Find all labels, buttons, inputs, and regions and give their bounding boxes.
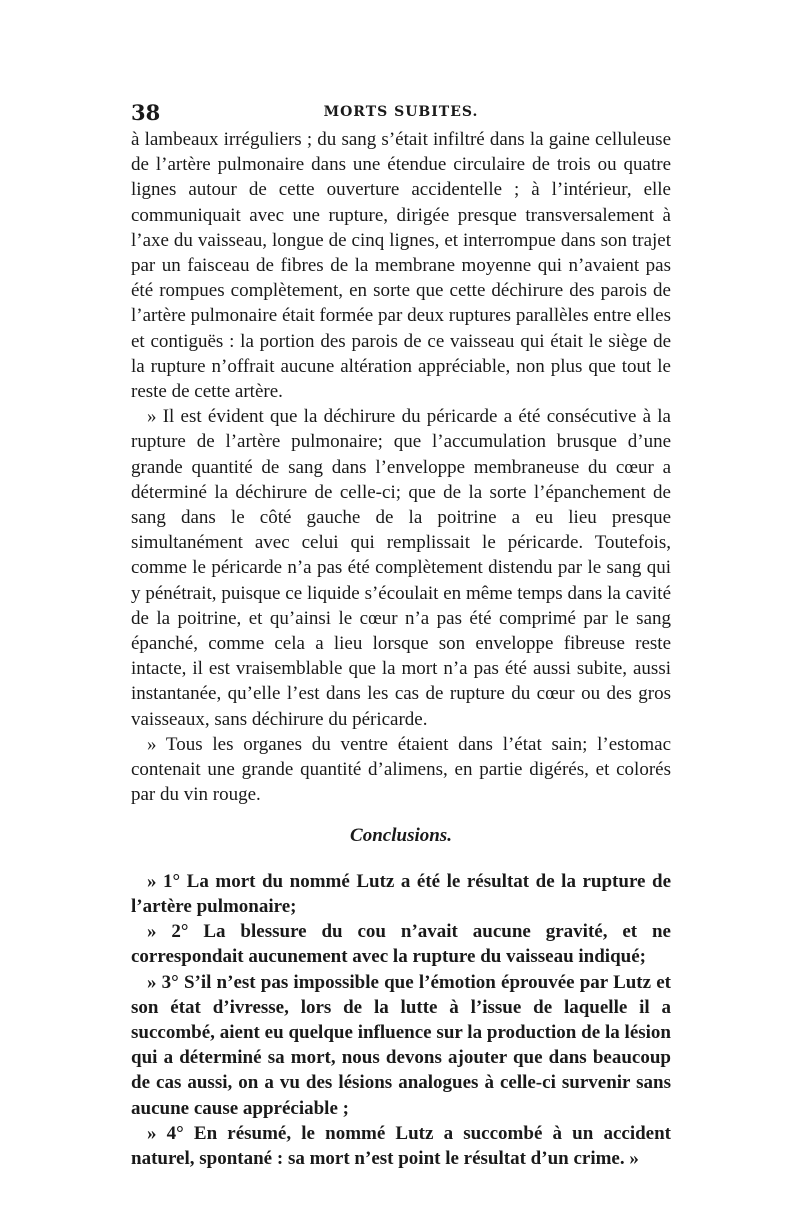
conclusions-list <box>131 869 671 1171</box>
page-number: 38 <box>131 100 161 125</box>
main-text <box>131 127 671 1171</box>
section-heading: Conclusions. <box>350 825 452 847</box>
paragraph: » Tous les organes du ventre étaient dans l’état sain; l’estomac contenait une grande quantité d’alimens, en partie digérés, et colorés par du vin rouge. <box>131 733 671 806</box>
conclusion-item: » 2° La blessure du cou n’avait aucune gravité, et ne correspondait aucunement avec la rupture du vaisseau indiqué; <box>131 921 671 968</box>
conclusion-item: » 3° S’il n’est pas impossible que l’émotion éprouvée par Lutz et son état d’ivresse, lors de la lutte à l’issue de laquelle il a succombé, aient eu quelque influence sur la production de la lésion qui a déterminé sa mort, nous devons ajouter que dans beaucoup de cas aussi, on a vu des lésions analogues à celle-ci survenir sans aucune cause appréciable ; <box>131 971 671 1119</box>
paragraph: à lambeaux irréguliers ; du sang s’était infiltré dans la gaine celluleuse de l’artère pulmonaire dans une étendue circulaire de trois ou quatre lignes autour de cette ouverture accidentelle ; à l’intérieur, elle communiquait avec une rupture, dirigée presque transversalement à l’axe du vaisseau, longue de cinq lignes, et interrompue dans son trajet par un faisceau de fibres de la membrane moyenne qui n’avaient pas été rompues complètement, en sorte que cette déchirure des parois de l’artère pulmonaire était formée par deux ruptures parallèles entre elles et contiguës : la portion des parois de ce vaisseau qui était le siège de la rupture n’offrait aucune altération appréciable, non plus que tout le reste de cette artère. <box>131 129 671 403</box>
running-title: MORTS SUBITES. <box>323 104 479 120</box>
paragraph: » Il est évident que la déchirure du péricarde a été consécutive à la rupture de l’artère pulmonaire; que l’accumulation brusque d’une grande quantité de sang dans l’enveloppe membraneuse du cœur a déterminé la déchirure de celle-ci; que de la sorte l’épanchement de sang dans le côté gauche de la poitrine a eu lieu presque simultanément avec celui qui remplissait le péricarde. Toutefois, comme le péricarde n’a pas été complètement distendu par le sang qui y pénétrait, puisque ce liquide s’écoulait en même temps dans la cavité de la poitrine, et qu’ainsi le cœur n’a pas été comprimé par le sang épanché, comme cela a lieu lorsque son enveloppe fibreuse reste intacte, il est vraisemblable que la mort n’a pas été aussi subite, aussi instantanée, qu’elle l’est dans les cas de rupture du cœur ou des gros vaisseaux, sans déchirure du péricarde. <box>131 406 671 730</box>
conclusion-item: » 1° La mort du nommé Lutz a été le résultat de la rupture de l’artère pulmonaire; <box>131 870 671 917</box>
conclusion-item: » 4° En résumé, le nommé Lutz a succombé à un accident naturel, spontané : sa mort n’est point le résultat d’un crime. » <box>131 1122 671 1169</box>
running-header <box>131 100 671 124</box>
